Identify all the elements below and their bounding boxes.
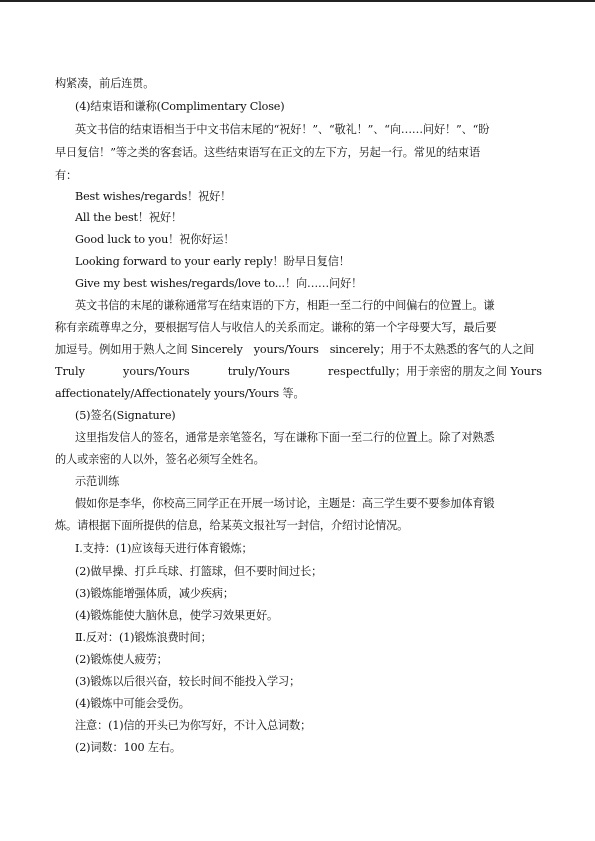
support-heading: Ⅰ.支持：(1)应该每天进行体育锻炼； xyxy=(75,542,253,555)
support-item-2: (2)做早操、打乒乓球、打篮球，但不要时间过长； xyxy=(75,565,323,578)
support-item-4: (4)锻炼能使大脑休息，使学习效果更好。 xyxy=(75,609,279,622)
text-line-1: 构紧凑，前后连贯。 xyxy=(55,77,155,90)
justified-word-2: yours/Yours xyxy=(123,365,190,378)
section-heading-signature: (5)签名(Signature) xyxy=(75,409,176,422)
text-line-11: 英文书信的末尾的谦称通常写在结束语的下方，相距一至二行的中间偏右的位置上。谦 xyxy=(75,299,495,312)
text-line-3: 英文书信的结束语相当于中文书信末尾的“祝好！”、“敬礼！”、“向……问好！”、“盼 xyxy=(75,123,490,136)
text-line-15: affectionately/Affectionately yours/Yours 等。 xyxy=(55,387,305,400)
text-line-21: 炼。请根据下面所提供的信息，给某英文报社写一封信，介绍讨论情况。 xyxy=(55,519,409,532)
justified-line xyxy=(55,364,542,380)
oppose-item-3: (3)锻炼以后很兴奋，较长时间不能投入学习； xyxy=(75,675,301,688)
closing-example-4: Looking forward to your early reply！盼早日复信！ xyxy=(75,255,350,268)
justified-word-1: Truly xyxy=(55,365,85,378)
justified-word-4: respectfully；用于亲密的朋友之间 Yours xyxy=(328,365,542,378)
support-item-3: (3)锻炼能增强体质，减少疾病； xyxy=(75,587,234,600)
note-item-1: 注意：(1)信的开头已为你写好，不计入总词数； xyxy=(75,719,312,732)
justified-word-3: truly/Yours xyxy=(227,365,290,378)
text-line-12: 称有亲疏尊卑之分，要根据写信人与收信人的关系而定。谦称的第一个字母要大写，最后要 xyxy=(55,321,497,334)
closing-example-1: Best wishes/regards！祝好！ xyxy=(75,190,232,203)
oppose-heading: Ⅱ.反对：(1)锻炼浪费时间； xyxy=(75,631,212,644)
text-line-4: 早日复信！”等之类的客套话。这些结束语写在正文的左下方，另起一行。常见的结束语 xyxy=(55,146,480,159)
oppose-item-2: (2)锻炼使人疲劳； xyxy=(75,653,168,666)
section-heading-practice: 示范训练 xyxy=(75,475,120,488)
section-heading-complimentary-close: (4)结束语和谦称(Complimentary Close) xyxy=(75,100,285,113)
text-line-20: 假如你是李华，你校高三同学正在开展一场讨论，主题是：高三学生要不要参加体育锻 xyxy=(75,497,495,510)
text-line-17: 这里指发信人的签名，通常是亲笔签名，写在谦称下面一至二行的位置上。除了对熟悉 xyxy=(75,431,495,444)
oppose-item-4: (4)锻炼中可能会受伤。 xyxy=(75,697,190,710)
closing-example-3: Good luck to you！祝你好运！ xyxy=(75,233,235,246)
text-line-5: 有： xyxy=(55,169,78,182)
closing-example-2: All the best！祝好！ xyxy=(75,211,183,224)
text-line-18: 的人或亲密的人以外，签名必须写全姓名。 xyxy=(55,453,265,466)
text-line-13: 加逗号。例如用于熟人之间 Sincerely yours/Yours sincerely；用于不太熟悉的客气的人之间 xyxy=(55,343,535,356)
note-item-2: (2)词数：100 左右。 xyxy=(75,741,181,754)
closing-example-5: Give my best wishes/regards/love to...！向……问好！ xyxy=(75,277,363,290)
